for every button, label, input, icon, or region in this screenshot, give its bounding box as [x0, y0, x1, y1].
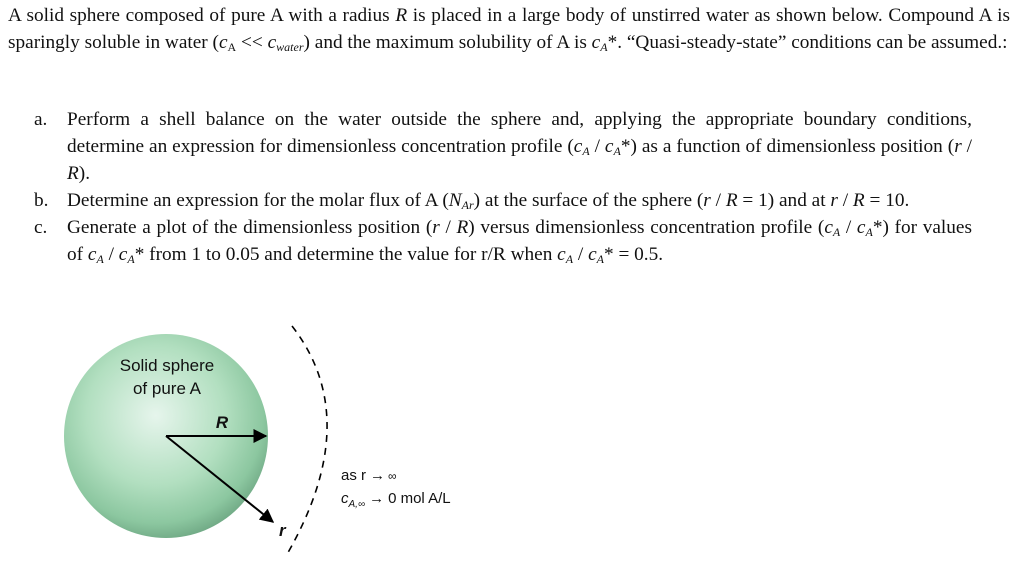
- radius-label: R: [215, 413, 229, 432]
- problem-intro: A solid sphere composed of pure A with a radius R is placed in a large body of unstirred water as shown below. Compound A is sparingly soluble in water $(c_A << c_{water})$ and the maximum solubility of A is $c_A*$. “Quasi-steady-state” conditions can be assumed.:: [8, 5, 1011, 54]
- question-c: c. Generate a plot of the dimensionless position (r / R) versus dimensionless concentration profile $(c_A / c_A*)$ for values of $c_A / c_A*$ from 1 to 0.05 and determine the value for r/R when $c_A / c_A* = 0.5$.: [34, 217, 972, 266]
- bc-line1: as r → ∞: [341, 467, 397, 484]
- far-field-boundary: [286, 326, 327, 556]
- sphere-diagram: [0, 300, 600, 564]
- question-a: a. Perform a shell balance on the water outside the sphere and, applying the appropriate boundary conditions, determine an expression for dimensionless concentration profile $(c_A / c_A*)$ as a function of dimensionless position (r / R).: [34, 109, 972, 184]
- question-list: [34, 106, 972, 268]
- sphere-label-line1: Solid sphere: [119, 356, 215, 375]
- question-b: b. Determine an expression for the molar flux of A $(N_{Ar})$ at the surface of the sphere (r / R = 1) and at r / R = 10.: [34, 190, 910, 212]
- position-r-label: r: [279, 521, 286, 540]
- sphere-label-line2: of pure A: [132, 379, 202, 398]
- bc-line2: $c_{A,\infty} \to 0$ mol A/L: [341, 490, 451, 510]
